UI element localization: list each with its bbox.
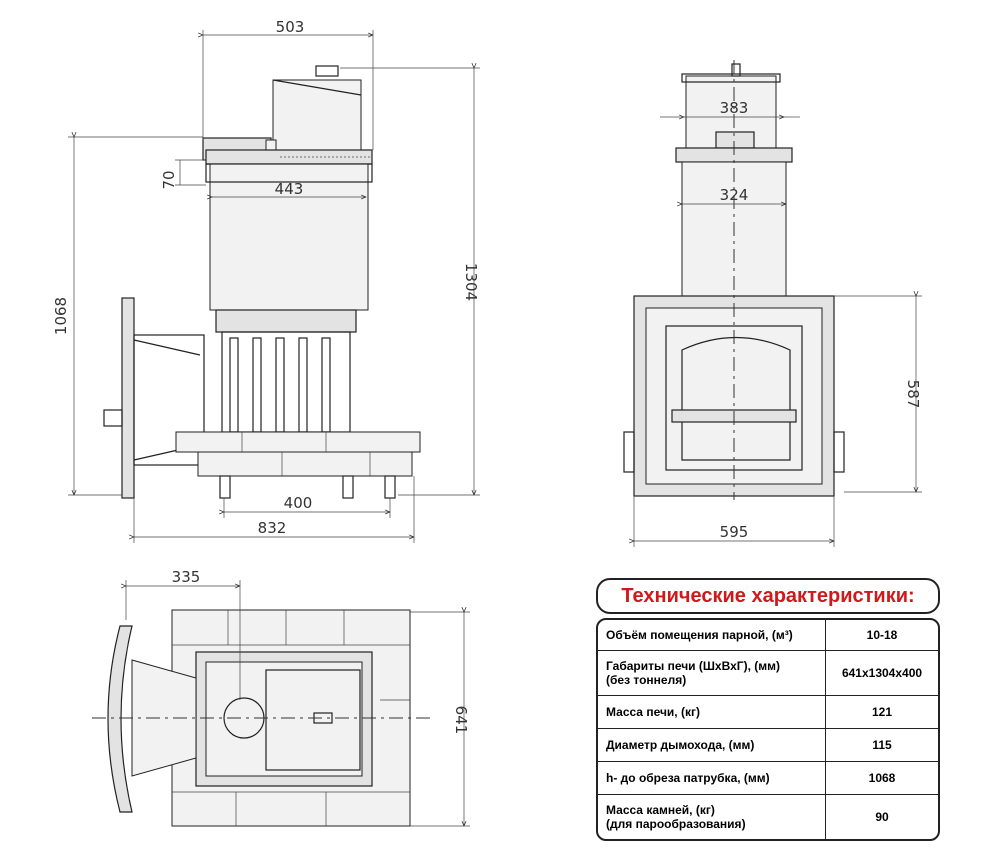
dim-plan-depth: 641 (452, 705, 470, 735)
dim-front-chimney-width: 324 (719, 186, 749, 204)
dim-left-height: 1068 (52, 296, 70, 336)
spec-param: Габариты печи (ШхВхГ), (мм) (без тоннеля) (598, 651, 826, 695)
dim-front-body-height: 587 (904, 379, 922, 409)
plan-view (92, 568, 470, 826)
dim-plan-offset: 335 (171, 568, 201, 586)
spec-param: h- до обреза патрубка, (мм) (598, 762, 826, 794)
dim-front-width: 595 (719, 523, 749, 541)
spec-row (598, 728, 938, 761)
dim-tank-width: 443 (274, 180, 304, 198)
spec-row (598, 794, 938, 839)
spec-param: Масса камней, (кг) (для парообразования) (598, 795, 826, 839)
spec-row (598, 620, 938, 650)
spec-value: 10-18 (866, 628, 898, 642)
dim-overall-depth: 832 (257, 519, 287, 537)
specs-table (596, 618, 940, 841)
spec-row (598, 650, 938, 695)
spec-param: Объём помещения парной, (м³) (598, 620, 826, 650)
side-view (52, 18, 480, 543)
specs-panel (596, 578, 940, 841)
spec-value: 641х1304х400 (841, 666, 923, 680)
dim-leg-span: 400 (283, 494, 313, 512)
dim-total-height: 1304 (462, 262, 480, 302)
spec-param: Масса печи, (кг) (598, 696, 826, 728)
spec-row (598, 695, 938, 728)
dim-front-top-width: 383 (719, 99, 749, 117)
spec-value: 1068 (868, 771, 896, 785)
spec-value: 90 (875, 810, 889, 824)
dim-top-width: 503 (275, 18, 305, 36)
spec-value: 121 (871, 705, 893, 719)
spec-row (598, 761, 938, 794)
specs-title: Технические характеристики: (596, 578, 940, 614)
front-view (624, 60, 922, 547)
spec-param: Диаметр дымохода, (мм) (598, 729, 826, 761)
spec-value: 115 (872, 738, 892, 752)
dim-step-height: 70 (160, 170, 178, 190)
